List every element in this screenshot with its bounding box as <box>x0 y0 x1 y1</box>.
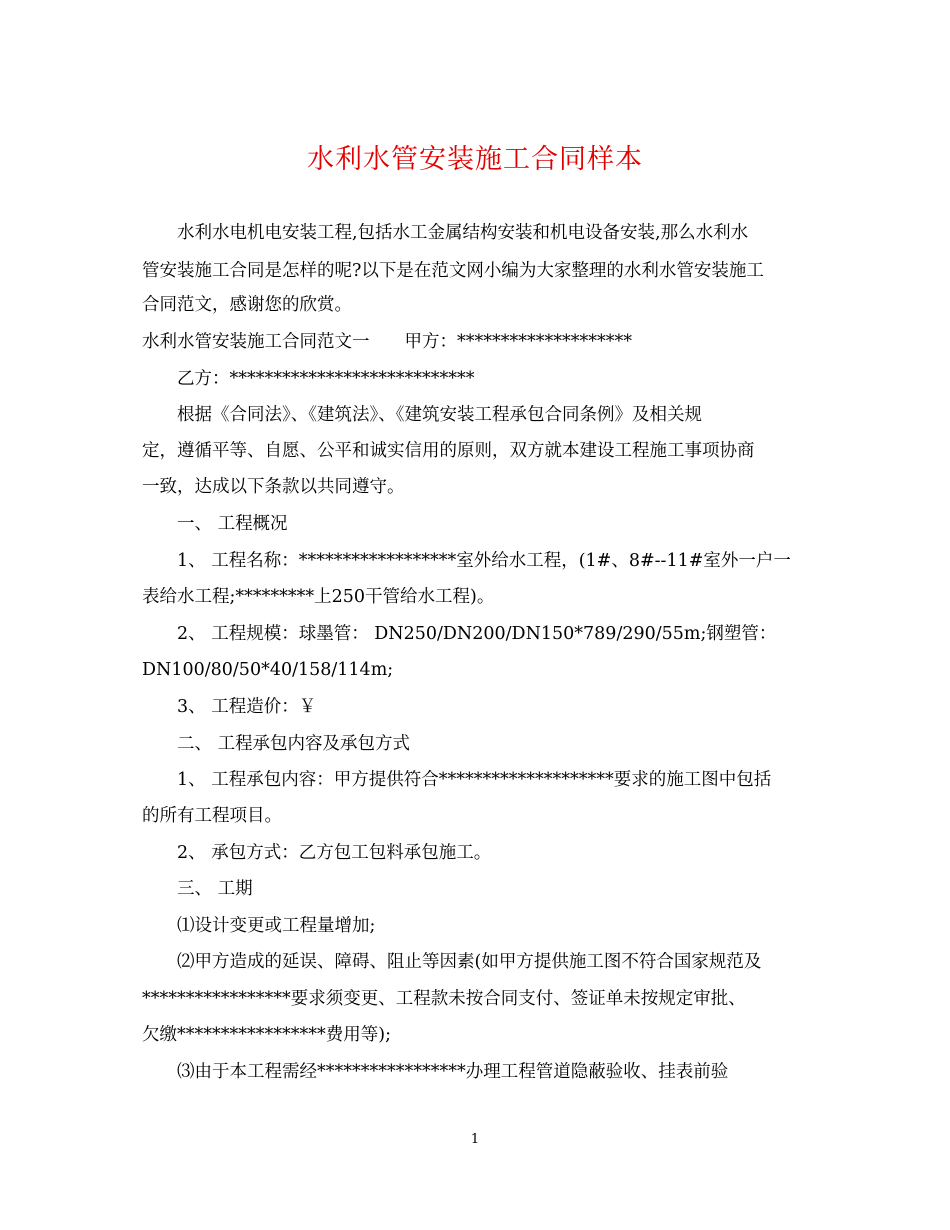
paragraph-line: 3、 工程造价：￥ <box>177 697 317 717</box>
paragraph-line: 欠缴*****************费用等); <box>142 1025 391 1045</box>
document-title: 水利水管安装施工合同样本 <box>307 144 643 175</box>
paragraph-line: 2、 承包方式：乙方包工包料承包施工。 <box>177 843 492 863</box>
section-heading: 二、 工程承包内容及承包方式 <box>177 734 411 754</box>
paragraph-line: DN100/80/50*40/158/114m; <box>142 660 394 680</box>
section-heading: 三、 工期 <box>177 879 253 899</box>
paragraph-line: 一致，达成以下条款以共同遵守。 <box>142 477 405 497</box>
paragraph-line: *****************要求须变更、工程款未按合同支付、签证单未按规定审批、 <box>142 989 746 1009</box>
paragraph-line: 水利水管安装施工合同范文一 甲方：******************** <box>142 332 632 352</box>
page-number: 1 <box>470 1132 480 1147</box>
paragraph-line: 定，遵循平等、自愿、公平和诚实信用的原则，双方就本建设工程施工事项协商 <box>142 441 755 461</box>
paragraph-line: 水利水电机电安装工程,包括水工金属结构安装和机电设备安装,那么水利水 <box>177 223 749 243</box>
paragraph-line: 2、 工程规模：球墨管： DN250/DN200/DN150*789/290/55m;钢塑管： <box>177 624 777 644</box>
paragraph-line: 根据《合同法》、《建筑法》、《建筑安装工程承包合同条例》及相关规 <box>177 405 702 425</box>
paragraph-line: ⑶由于本工程需经*****************办理工程管道隐蔽验收、挂表前验 <box>177 1062 729 1082</box>
paragraph-line: ⑴设计变更或工程量增加; <box>177 916 376 936</box>
paragraph-line: 1、 工程承包内容：甲方提供符合********************要求的施工图中包括 <box>177 770 772 790</box>
paragraph-line: 表给水工程;*********上250干管给水工程)。 <box>142 587 495 607</box>
paragraph-line: 的所有工程项目。 <box>142 806 282 826</box>
paragraph-line: ⑵甲方造成的延误、障碍、阻止等因素(如甲方提供施工图不符合国家规范及 <box>177 952 762 972</box>
section-heading: 一、 工程概况 <box>177 514 288 534</box>
paragraph-line: 合同范文，感谢您的欣赏。 <box>142 295 352 315</box>
paragraph-line: 乙方：**************************** <box>177 369 475 389</box>
paragraph-line: 1、 工程名称：******************室外给水工程，(1#、8#--11#室外一户一 <box>177 551 791 571</box>
paragraph-line: 管安装施工合同是怎样的呢?以下是在范文网小编为大家整理的水利水管安装施工 <box>142 261 764 281</box>
